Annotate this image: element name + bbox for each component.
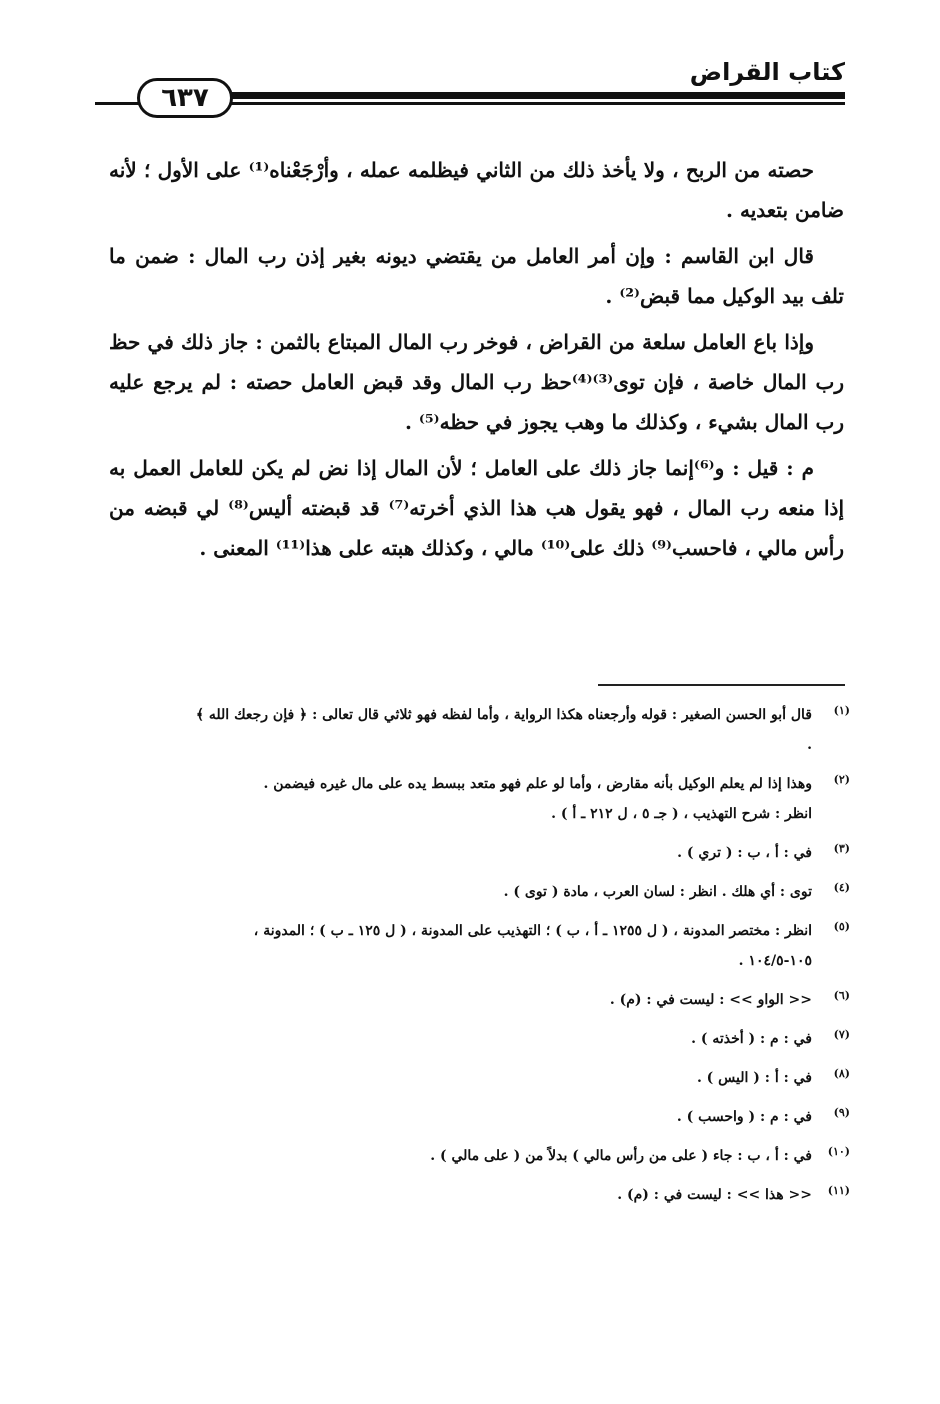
main-text [109, 150, 844, 574]
footnote-number: (٤) [833, 881, 850, 894]
footnote [100, 916, 850, 976]
paragraph: قال ابن القاسم : وإن أمر العامل من يقتضي ديونه بغير إذن رب المال : ضمن ما تلف بيد الوكيل مما قبض⁽²⁾ . [109, 244, 844, 308]
footnote [100, 1102, 850, 1132]
footnote-number: (٧) [833, 1028, 850, 1041]
footnote-text: في : أ ، ب : ( تري ) . [677, 845, 812, 861]
footnote-text: في : أ : ( اليس ) . [696, 1070, 812, 1086]
footnote-text: << الواو >> : ليست في : (م) . [609, 992, 812, 1008]
footnote-number: (٣) [833, 842, 850, 855]
footnote-number: (٨) [833, 1067, 850, 1080]
footnote [100, 1024, 850, 1054]
footnote-number: (١١) [827, 1184, 850, 1197]
footnote-number: (١) [833, 704, 850, 717]
footnote-text: في : أ ، ب : جاء ( على من رأس مالي ) بدلاً من ( على مالي ) . [430, 1148, 812, 1164]
book-title: كتاب القراض [689, 58, 845, 86]
paragraph: حصته من الربح ، ولا يأخذ ذلك من الثاني فيظلمه عمله ، وأرْجَعْناه⁽¹⁾ على الأول ؛ لأنه ضامن بتعديه . [109, 158, 844, 222]
footnote-text: انظر : مختصر المدونة ، ( ل ١٢٥٥ ـ أ ، ب ) ؛ التهذيب على المدونة ، ( ل ١٢٥ ـ ب ) ؛ المدونة ، [253, 923, 812, 939]
footnote-text: توى : أي هلك . انظر : لسان العرب ، مادة ( توى ) . [503, 884, 812, 900]
footnote-number: (١٠) [827, 1145, 850, 1158]
footnote-text: في : م : ( أخذته ) . [691, 1031, 812, 1047]
paragraph: م : قيل : و⁽⁶⁾إنما جاز ذلك على العامل ؛ لأن المال إذا نض لم يكن للعامل العمل به إذا منعه رب المال ، فهو يقول هب هذا الذي أخرته⁽⁷⁾ قد قبضته أليس⁽⁸⁾ لي قبضه من رأس مالي ، فاحسب⁽⁹⁾ ذلك على⁽¹⁰⁾ مالي ، وكذلك هبته على هذا⁽¹¹⁾ المعنى . [109, 456, 844, 560]
footnote-text: . [807, 737, 812, 753]
paragraph: وإذا باع العامل سلعة من القراض ، فوخر رب المال المبتاع بالثمن : جاز ذلك في حظ رب المال خاصة ، فإن توى⁽³⁾⁽⁴⁾حظ رب المال وقد قبض العامل حصته : لم يرجع عليه رب المال بشيء ، وكذلك ما وهب يجوز في حظه⁽⁵⁾ . [109, 330, 845, 434]
footnote [100, 877, 850, 907]
footnote [100, 1141, 850, 1171]
footnote [100, 769, 850, 829]
footnote [100, 700, 850, 760]
footnote [100, 985, 850, 1015]
page-header [95, 58, 845, 128]
page-number: ٦٣٧ [137, 78, 233, 118]
footnote-text: << هذا >> : ليست في : (م) . [617, 1187, 812, 1203]
footnote-text: وهذا إذا لم يعلم الوكيل بأنه مقارض ، وأما لو علم فهو متعد ببسط يده على مال غيره فيضمن . [263, 776, 812, 792]
footnote-separator [598, 684, 845, 686]
header-rule [205, 92, 845, 99]
footnote-text: قال أبو الحسن الصغير : قوله وأرجعناه هكذا الرواية ، وأما لفظه فهو ثلاثي قال تعالى : ﴿ فإن رجعك الله ﴾ [195, 707, 812, 723]
footnote-text: ١٠٥-١٠٤/٥ . [738, 953, 812, 969]
footnote-number: (٦) [833, 989, 850, 1002]
footnote [100, 1063, 850, 1093]
footnote-number: (٥) [833, 920, 850, 933]
footnote-number: (٩) [833, 1106, 850, 1119]
footnote-text: في : م : ( واحسب ) . [676, 1109, 812, 1125]
footnote [100, 1180, 850, 1210]
footnote-text: انظر : شرح التهذيب ، ( جـ ٥ ، ل ٢١٢ ـ أ ) . [551, 806, 812, 822]
footnote [100, 838, 850, 868]
footnote-number: (٢) [833, 773, 850, 786]
footnotes [100, 700, 850, 1219]
